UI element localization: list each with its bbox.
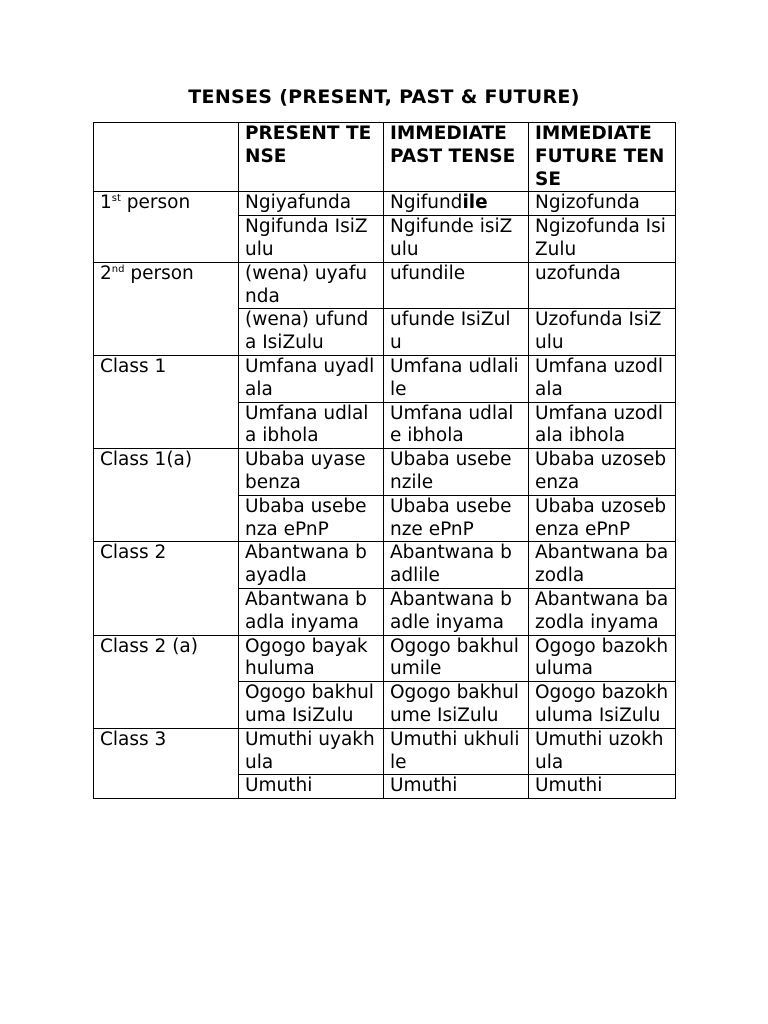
cell-future: Umfana uzodlala ibhola [529,402,676,449]
cell-future: Abantwana bazodla [529,542,676,589]
cell-past: Ubaba usebenzile [384,449,529,496]
cell-future: Uzofunda IsiZulu [529,309,676,356]
cell-past: Umfana udlale ibhola [384,402,529,449]
cell-present: Abantwana badla inyama [239,588,384,635]
row-label-class-1a: Class 1(a) [94,449,239,542]
row-label-class-1: Class 1 [94,355,239,448]
cell-past: ufundile [384,262,529,309]
cell-past: Abantwana badle inyama [384,588,529,635]
cell-future: Ubaba uzosebenza ePnP [529,495,676,542]
cell-past: ufunde IsiZulu [384,309,529,356]
tenses-table [93,122,676,799]
cell-future: Ubaba uzosebenza [529,449,676,496]
table-row [94,449,676,496]
row-label-1st-person: 1st person [94,192,239,262]
cell-present: Ngifunda IsiZulu [239,216,384,263]
cell-present: Ubaba uyasebenza [239,449,384,496]
cell-present: Umuthi [239,775,384,799]
cell-future: Ngizofunda IsiZulu [529,216,676,263]
header-immediate-future-tense: IMMEDIATE FUTURE TENSE [529,123,676,192]
table-row [94,192,676,216]
header-empty-cell [94,123,239,192]
cell-present: Umfana uyadlala [239,355,384,402]
cell-future: Umfana uzodlala [529,355,676,402]
cell-present: Ubaba usebenza ePnP [239,495,384,542]
cell-past: Ngifundile [384,192,529,216]
row-label-class-2a: Class 2 (a) [94,635,239,728]
table-row [94,542,676,589]
cell-future: uzofunda [529,262,676,309]
cell-present: Ngiyafunda [239,192,384,216]
cell-future: Ogogo bazokhuluma IsiZulu [529,682,676,729]
table-row [94,635,676,682]
table-row [94,728,676,775]
header-present-tense: PRESENT TENSE [239,123,384,192]
cell-past: Ogogo bakhulumile [384,635,529,682]
row-label-2nd-person: 2nd person [94,262,239,355]
row-label-class-2: Class 2 [94,542,239,635]
cell-past: Umuthi ukhulile [384,728,529,775]
cell-future: Abantwana bazodla inyama [529,588,676,635]
cell-past: Umfana udlalile [384,355,529,402]
header-immediate-past-tense: IMMEDIATE PAST TENSE [384,123,529,192]
cell-past: Ngifunde isiZulu [384,216,529,263]
cell-present: Ogogo bakhuluma IsiZulu [239,682,384,729]
table-row [94,262,676,309]
page-title: TENSES (PRESENT, PAST & FUTURE) [188,86,580,108]
cell-present: Umfana udlala ibhola [239,402,384,449]
cell-present: Ogogo bayakhuluma [239,635,384,682]
table-row [94,355,676,402]
cell-present: Abantwana bayadla [239,542,384,589]
cell-past: Ogogo bakhulume IsiZulu [384,682,529,729]
cell-present: (wena) ufunda IsiZulu [239,309,384,356]
cell-past: Umuthi [384,775,529,799]
cell-future: Umuthi uzokhula [529,728,676,775]
cell-future: Umuthi [529,775,676,799]
cell-past: Ubaba usebenze ePnP [384,495,529,542]
cell-future: Ogogo bazokhuluma [529,635,676,682]
cell-past: Abantwana badlile [384,542,529,589]
header-row [94,123,676,192]
cell-present: Umuthi uyakhula [239,728,384,775]
row-label-class-3: Class 3 [94,728,239,798]
cell-future: Ngizofunda [529,192,676,216]
cell-present: (wena) uyafunda [239,262,384,309]
